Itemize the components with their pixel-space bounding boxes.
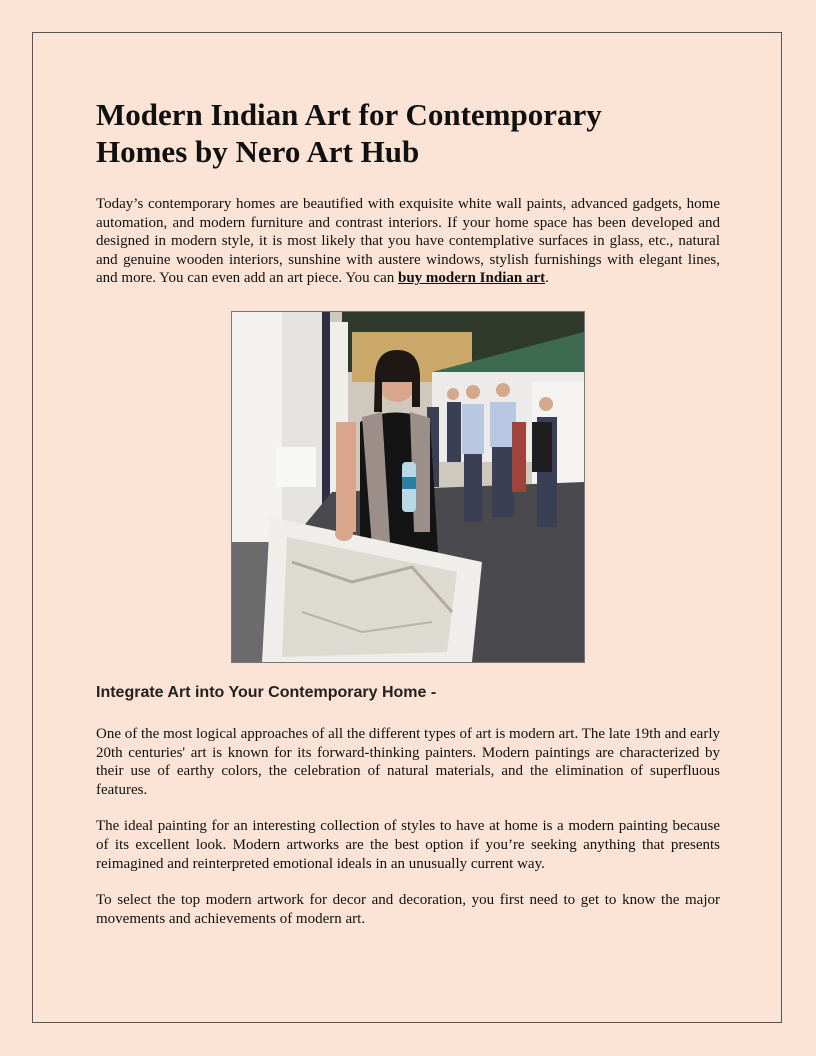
intro-end: . [545, 270, 549, 287]
title-line-2: Homes by Nero Art Hub [96, 134, 420, 169]
article [96, 96, 720, 928]
body-paragraph-2: The ideal painting for an interesting collection of styles to have at home is a modern painting because of its excellent look. Modern artworks are the best option if you’re seeking anything that presents reimagined and reinterpreted emotional ideals in an unusually current way. [96, 818, 720, 872]
title-line-1: Modern Indian Art for Contemporary [96, 97, 602, 132]
body-paragraph-1: One of the most logical approaches of all the different types of art is modern art. The late 19th and early 20th centuries' art is known for its forward-thinking painters. Modern paintings are characterized by their use of earthy colors, the celebration of natural materials, and the elimination of superfluous features. [96, 725, 720, 798]
intro-text: Today’s contemporary homes are beautified with exquisite white wall paints, advanced gadgets, home automation, and modern furniture and contrast interiors. If your home space has been developed and designed in modern style, it is most likely that you have contemplative surfaces in glass, etc., natural and genuine wooden interiors, sunshine with austere windows, stylish furnishings with elegant lines, and more. You can even add an art piece. You can [96, 196, 720, 287]
exhibition-photo [231, 311, 585, 663]
exhibition-photo-illustration [232, 312, 584, 662]
intro-paragraph [96, 195, 720, 288]
body-paragraph-3: To select the top modern artwork for decor and decoration, you first need to get to know the major movements and achievements of modern art. [96, 892, 720, 927]
buy-modern-indian-art-link[interactable]: buy modern Indian art [398, 270, 546, 287]
title-block [96, 96, 656, 170]
section-heading: Integrate Art into Your Contemporary Home - [96, 683, 437, 701]
page-title [96, 96, 656, 170]
